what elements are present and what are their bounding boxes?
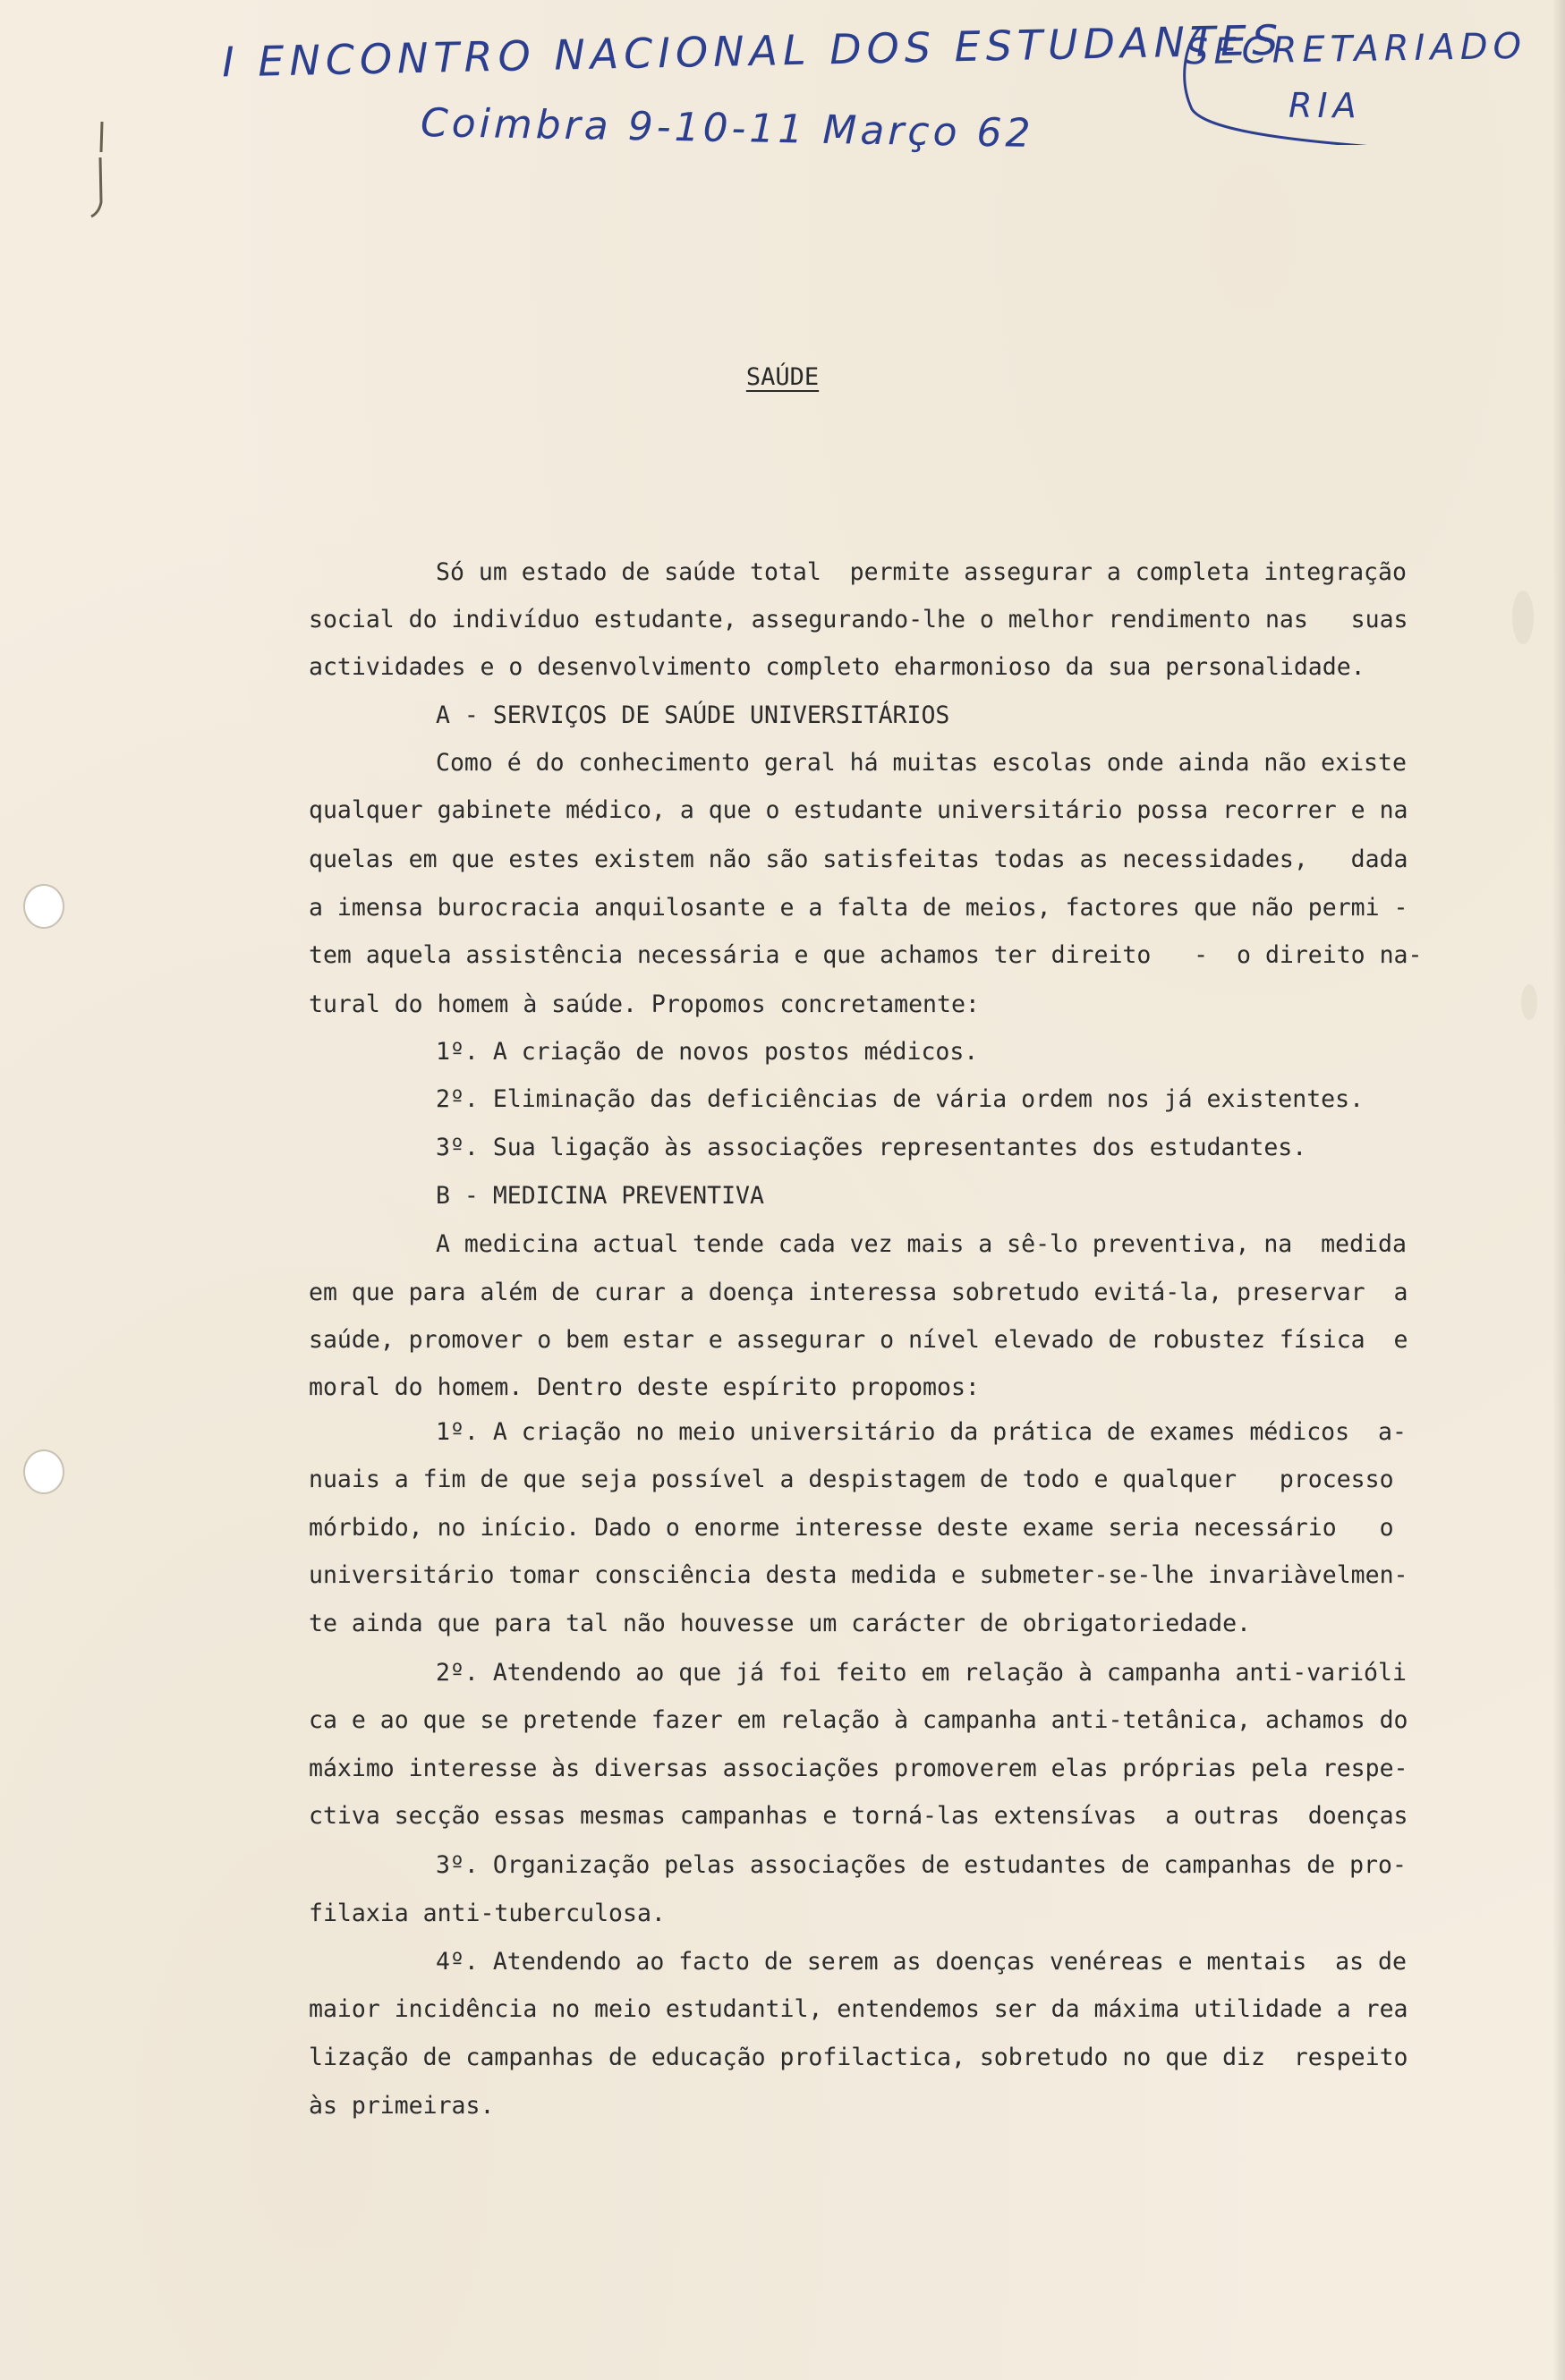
text-line: te ainda que para tal não houvesse um carácter de obrigatoriedade. [309, 1610, 1251, 1637]
text-line: B - MEDICINA PREVENTIVA [436, 1182, 764, 1210]
text-line: Só um estado de saúde total permite assegurar a completa integração [436, 558, 1407, 586]
text-line: ctiva secção essas mesmas campanhas e torná-las extensívas a outras doenças [309, 1802, 1408, 1830]
text-line: nuais a fim de que seja possível a despistagem de todo e qualquer processo [309, 1466, 1394, 1493]
text-line: ca e ao que se pretende fazer em relação à campanha anti-tetânica, achamos do [309, 1706, 1408, 1734]
text-line: 3º. Sua ligação às associações representantes dos estudantes. [436, 1134, 1307, 1161]
text-line: qualquer gabinete médico, a que o estudante universitário possa recorrer e na [309, 796, 1408, 824]
text-line: a imensa burocracia anquilosante e a falta de meios, factores que não permi - [309, 894, 1408, 922]
handwritten-box-line1: SECRETARIADO [1185, 25, 1527, 73]
text-line: filaxia anti-tuberculosa. [309, 1900, 666, 1927]
punch-hole [23, 1449, 64, 1494]
text-line: Como é do conhecimento geral há muitas escolas onde ainda não existe [436, 749, 1407, 777]
text-line: máximo interesse às diversas associações promoverem elas próprias pela respe- [309, 1755, 1408, 1782]
punch-hole [23, 884, 64, 929]
text-line: 4º. Atendendo ao facto de serem as doenças venéreas e mentais as de [436, 1948, 1407, 1976]
paper-stain [1521, 984, 1537, 1020]
text-line: 1º. A criação no meio universitário da prática de exames médicos a- [436, 1418, 1407, 1446]
text-line: actividades e o desenvolvimento completo eharmonioso da sua personalidade. [309, 653, 1365, 681]
paper-stain [1512, 591, 1534, 644]
text-line: social do indivíduo estudante, assegurando-lhe o melhor rendimento nas suas [309, 606, 1408, 633]
text-line: tem aquela assistência necessária e que achamos ter direito - o direito na- [309, 941, 1423, 969]
text-line: A - SERVIÇOS DE SAÚDE UNIVERSITÁRIOS [436, 701, 950, 729]
text-line: 2º. Atendendo ao que já foi feito em relação à campanha anti-varióli [436, 1659, 1407, 1687]
text-line: moral do homem. Dentro deste espírito propomos: [309, 1373, 980, 1401]
page-edge-shadow [1552, 0, 1565, 2380]
text-line: 1º. A criação de novos postos médicos. [436, 1038, 979, 1066]
text-line: 3º. Organização pelas associações de estudantes de campanhas de pro- [436, 1851, 1407, 1879]
text-line: lização de campanhas de educação profilactica, sobretudo no que diz respeito [309, 2044, 1408, 2071]
document-title: SAÚDE [745, 363, 820, 391]
text-line: mórbido, no início. Dado o enorme interesse deste exame seria necessário o [309, 1514, 1394, 1542]
text-line: 2º. Eliminação das deficiências de vária ordem nos já existentes. [436, 1085, 1365, 1113]
text-line: saúde, promover o bem estar e assegurar o nível elevado de robustez física e [309, 1326, 1408, 1354]
text-line: A medicina actual tende cada vez mais a sê-lo preventiva, na medida [436, 1230, 1407, 1258]
text-line: em que para além de curar a doença interessa sobretudo evitá-la, preservar a [309, 1279, 1408, 1306]
text-line: universitário tomar consciência desta medida e submeter-se-lhe invariàvelmen- [309, 1561, 1408, 1589]
text-line: às primeiras. [309, 2092, 495, 2120]
handwritten-title: I ENCONTRO NACIONAL DOS ESTUDANTES [221, 15, 1284, 87]
text-line: maior incidência no meio estudantil, entendemos ser da máxima utilidade a rea [309, 1995, 1408, 2023]
margin-pencil-mark [88, 116, 115, 224]
handwritten-box-line2: RIA [1289, 86, 1362, 125]
handwritten-date: Coimbra 9-10-11 Março 62 [420, 100, 1034, 157]
text-line: tural do homem à saúde. Propomos concretamente: [309, 990, 980, 1018]
text-line: quelas em que estes existem não são satisfeitas todas as necessidades, dada [309, 846, 1408, 873]
